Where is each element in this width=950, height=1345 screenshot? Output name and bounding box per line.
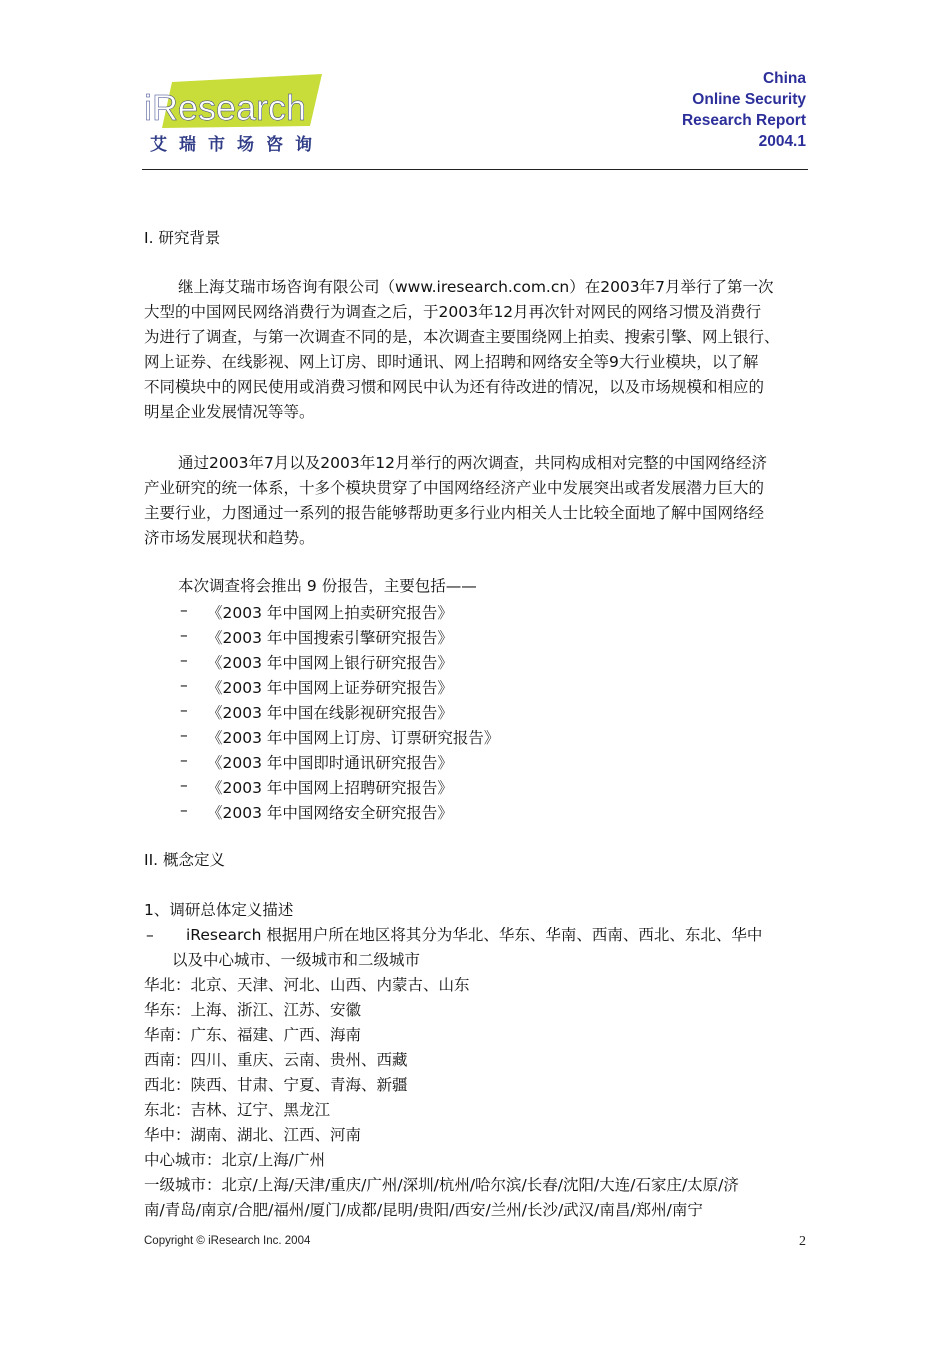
logo-wordmark: iResearch — [144, 87, 307, 128]
region-line: 西北：陕西、甘肃、宁夏、青海、新疆 — [144, 1076, 408, 1094]
logo-chinese-name: 艾瑞市场咨询 — [150, 135, 324, 155]
list-item: 《2003 年中国搜索引擎研究报告》 — [207, 629, 453, 647]
list-item: 《2003 年中国即时通讯研究报告》 — [207, 754, 453, 772]
list-dash: – — [146, 926, 154, 944]
list-dash: – — [180, 801, 188, 819]
paragraph-line: iResearch 根据用户所在地区将其分为华北、华东、华南、西南、西北、东北、华中 — [186, 926, 763, 944]
section-heading: I. 研究背景 — [144, 229, 221, 247]
list-dash: – — [180, 726, 188, 744]
section-heading: II. 概念定义 — [144, 851, 225, 869]
region-line: 中心城市：北京/上海/广州 — [144, 1151, 325, 1169]
list-dash: – — [180, 776, 188, 794]
paragraph-line: 不同模块中的网民使用或消费习惯和网民中认为还有待改进的情况，以及市场规模和相应的 — [144, 378, 765, 396]
header-divider — [142, 169, 808, 170]
region-line: 华南：广东、福建、广西、海南 — [144, 1026, 362, 1044]
list-item: 《2003 年中国网上订房、订票研究报告》 — [207, 729, 500, 747]
report-title — [682, 68, 806, 152]
list-item: 《2003 年中国网上招聘研究报告》 — [207, 779, 453, 797]
list-item: 《2003 年中国网上拍卖研究报告》 — [207, 604, 453, 622]
reports-intro: 本次调查将会推出 9 份报告，主要包括—— — [178, 577, 477, 595]
region-line: 东北：吉林、辽宁、黑龙江 — [144, 1101, 331, 1119]
list-dash: – — [180, 601, 188, 619]
page-number: 2 — [799, 1234, 806, 1249]
paragraph-line: 济市场发展现状和趋势。 — [144, 529, 315, 547]
region-line: 华东：上海、浙江、江苏、安徽 — [144, 1001, 362, 1019]
company-logo — [142, 74, 327, 158]
list-dash: – — [180, 751, 188, 769]
subsection-heading: 1、调研总体定义描述 — [144, 901, 294, 919]
list-dash: – — [180, 651, 188, 669]
list-item: 《2003 年中国在线影视研究报告》 — [207, 704, 453, 722]
list-item: 《2003 年中国网上证券研究报告》 — [207, 679, 453, 697]
list-dash: – — [180, 626, 188, 644]
paragraph-line: 产业研究的统一体系，十多个模块贯穿了中国网络经济产业中发展突出或者发展潜力巨大的 — [144, 479, 765, 497]
report-title-line: China — [762, 70, 806, 87]
paragraph-line: 以及中心城市、一级城市和二级城市 — [172, 951, 421, 969]
region-line: 南/青岛/南京/合肥/福州/厦门/成都/昆明/贵阳/西安/兰州/长沙/武汉/南昌/郑州/南宁 — [144, 1201, 703, 1219]
paragraph-line: 网上证券、在线影视、网上订房、即时通讯、网上招聘和网络安全等9大行业模块，以了解 — [144, 353, 759, 371]
logo-graphic — [142, 74, 327, 130]
list-dash: – — [180, 676, 188, 694]
paragraph-line: 主要行业，力图通过一系列的报告能够帮助更多行业内相关人士比较全面地了解中国网络经 — [144, 504, 765, 522]
list-item: 《2003 年中国网上银行研究报告》 — [207, 654, 453, 672]
region-line: 华北：北京、天津、河北、山西、内蒙古、山东 — [144, 976, 470, 994]
report-title-line: Online Security — [692, 91, 806, 108]
copyright: Copyright © iResearch Inc. 2004 — [144, 1235, 311, 1247]
list-item: 《2003 年中国网络安全研究报告》 — [207, 804, 453, 822]
paragraph-line: 大型的中国网民网络消费行为调查之后，于2003年12月再次针对网民的网络习惯及消费行 — [144, 303, 762, 321]
report-title-line: Research Report — [681, 112, 806, 129]
paragraph-line: 为进行了调查，与第一次调查不同的是，本次调查主要围绕网上拍卖、搜索引擎、网上银行、 — [144, 328, 780, 346]
region-line: 一级城市：北京/上海/天津/重庆/广州/深圳/杭州/哈尔滨/长春/沈阳/大连/石家庄/太原/济 — [144, 1176, 739, 1194]
paragraph-line: 继上海艾瑞市场咨询有限公司（www.iresearch.com.cn）在2003年7月举行了第一次 — [178, 278, 774, 296]
paragraph-line: 通过2003年7月以及2003年12月举行的两次调查，共同构成相对完整的中国网络经济 — [178, 454, 767, 472]
region-line: 华中：湖南、湖北、江西、河南 — [144, 1126, 362, 1144]
list-dash: – — [180, 701, 188, 719]
paragraph-line: 明星企业发展情况等等。 — [144, 403, 315, 421]
region-line: 西南：四川、重庆、云南、贵州、西藏 — [144, 1051, 408, 1069]
report-title-line: 2004.1 — [758, 133, 806, 150]
